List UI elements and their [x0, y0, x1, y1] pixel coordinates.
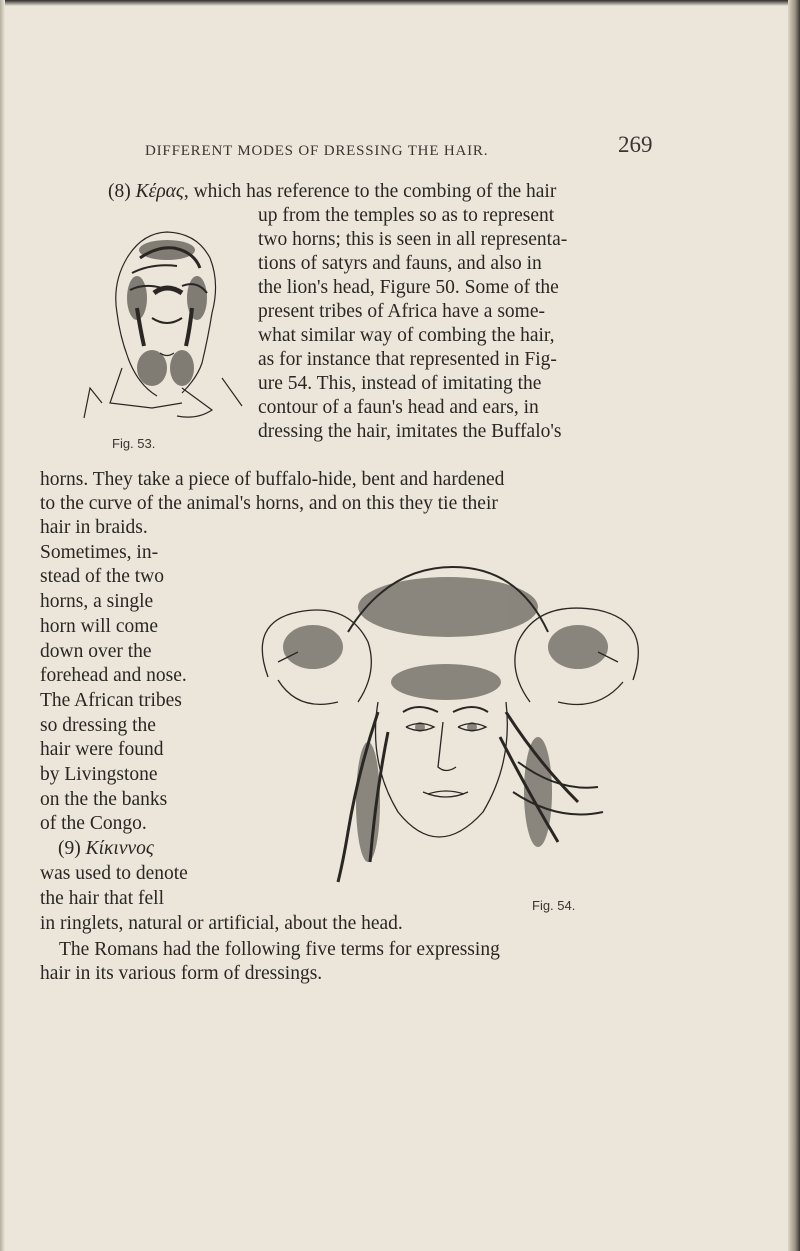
text-line: stead of the two — [40, 566, 165, 588]
text-line: by Livingstone — [40, 764, 158, 786]
text-line: up from the temples so as to represent — [258, 205, 555, 226]
text-line: hair in its various form of dressings. — [40, 963, 323, 984]
page-number: 269 — [618, 132, 653, 157]
text-line: hair in braids. — [40, 517, 148, 538]
section-8-number: (8) — [108, 181, 131, 202]
text-line: what similar way of combing the hair, — [258, 325, 555, 346]
page-left-edge — [0, 0, 5, 1251]
section-9-term: Κίκιννος — [85, 838, 154, 860]
running-head: DIFFERENT MODES OF DRESSING THE HAIR. — [145, 143, 489, 159]
text-line: hair were found — [40, 739, 164, 761]
closing-paragraph — [40, 938, 656, 986]
section-9-full-line: in ringlets, natural or artificial, about the head. — [40, 913, 403, 934]
section-8-full-lines — [40, 468, 656, 516]
text-line: horns. They take a piece of buffalo-hide, bent and hardened — [40, 469, 505, 490]
figure-53-caption: Fig. 53. — [112, 436, 156, 451]
text-line: tions of satyrs and fauns, and also in — [258, 253, 542, 274]
figure-53-illustration — [82, 228, 248, 420]
text-line: to the curve of the animal's horns, and on this they tie their — [40, 493, 498, 514]
page-binding-edge — [788, 0, 800, 1251]
text-line: present tribes of Africa have a some- — [258, 301, 545, 322]
section-8-first-line: (8) Κέρας, which has reference to the combing of the hair — [108, 181, 557, 202]
text-line: horn will come — [40, 615, 159, 637]
text-line: down over the — [40, 640, 152, 662]
text-line: The African tribes — [40, 689, 182, 711]
section-9-number: (9) — [58, 838, 81, 860]
text-line: on the the banks — [40, 788, 168, 810]
figure-54-illustration — [238, 562, 658, 892]
section-8-wrapped-text — [258, 204, 656, 444]
text-line: of the Congo. — [40, 813, 147, 835]
text-line: as for instance that represented in Fig- — [258, 349, 557, 370]
text-line: dressing the hair, imitates the Buffalo's — [258, 421, 562, 442]
text-line: was used to denote — [40, 862, 188, 884]
text-line: the hair that fell — [40, 887, 164, 909]
section-8-line1-rest: which has reference to the combing of the hair — [193, 181, 557, 202]
text-line: Sometimes, in- — [40, 541, 159, 563]
text-line: so dressing the — [40, 714, 156, 736]
text-line: The Romans had the following five terms for expressing — [59, 939, 500, 960]
section-9-start — [40, 837, 235, 862]
text-line: horns, a single — [40, 591, 154, 613]
text-line: the lion's head, Figure 50. Some of the — [258, 277, 559, 298]
text-line: forehead and nose. — [40, 665, 187, 687]
text-line: contour of a faun's head and ears, in — [258, 397, 539, 418]
text-line: ure 54. This, instead of imitating the — [258, 373, 542, 394]
section-8-narrow-column — [40, 516, 235, 911]
text-line: two horns; this is seen in all representa- — [258, 229, 568, 250]
page-top-edge — [0, 0, 800, 6]
figure-54-caption: Fig. 54. — [532, 898, 576, 913]
section-8-term: Κέρας — [135, 181, 184, 202]
